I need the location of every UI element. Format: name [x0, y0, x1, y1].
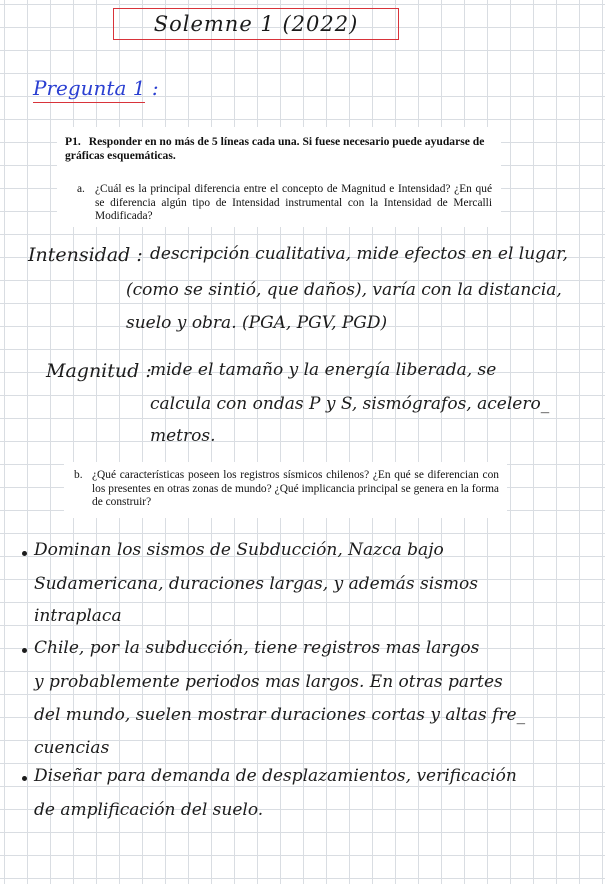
- intensidad-line-3: suelo y obra. (PGA, PGV, PGD): [126, 313, 388, 333]
- bullet-1-line-2: Sudamericana, duraciones largas, y además sismos: [34, 574, 479, 594]
- question-card-a: [57, 127, 501, 227]
- bullet-2-line-2: y probablemente periodos mas largos. En otras partes: [34, 672, 503, 692]
- question-card-b: [64, 462, 507, 518]
- bullet-2-line-3: del mundo, suelen mostrar duraciones cortas y altas fre_: [34, 705, 526, 725]
- page-title: Solemne 1 (2022): [113, 8, 399, 40]
- p1-text: Responder en no más de 5 líneas cada una. Si fuese necesario puede ayudarse de gráficas esquemáticas.: [65, 135, 485, 162]
- intensidad-label: Intensidad :: [28, 244, 143, 266]
- magnitud-line-1: mide el tamaño y la energía liberada, se: [150, 360, 497, 380]
- item-a-text: ¿Cuál es la principal diferencia entre el concepto de Magnitud e Intensidad? ¿En qué se diferencia algún tipo de Intensidad instrumental con la Intensidad de Mercalli Modificada?: [95, 183, 492, 222]
- magnitud-line-2: calcula con ondas P y S, sismógrafos, acelero_: [150, 394, 550, 414]
- question-item-b: [74, 469, 499, 510]
- bullet-2-dot: [22, 648, 27, 653]
- bullet-2-line-4: cuencias: [34, 738, 110, 758]
- question-colon: :: [151, 76, 159, 100]
- p1-number: P1.: [65, 135, 81, 148]
- bullet-1-line-1: Dominan los sismos de Subducción, Nazca bajo: [34, 540, 444, 560]
- p1-instruction: [65, 135, 495, 163]
- magnitud-line-3: metros.: [150, 426, 216, 446]
- item-b-letter: b.: [74, 469, 83, 481]
- intensidad-line-2: (como se sintió, que daños), varía con la distancia,: [126, 280, 562, 300]
- bullet-3-line-1: Diseñar para demanda de desplazamientos, verificación: [34, 766, 517, 786]
- bullet-1-dot: [22, 551, 27, 556]
- bullet-3-dot: [22, 776, 27, 781]
- question-label: Pregunta 1: [33, 76, 145, 103]
- item-b-text: ¿Qué características poseen los registros sísmicos chilenos? ¿En qué se diferencian con los presentes en otras zonas de mundo? ¿Qué implicancia principal se genera en la forma de construir?: [92, 469, 499, 508]
- question-item-a: [77, 183, 492, 224]
- intensidad-line-1: descripción cualitativa, mide efectos en el lugar,: [150, 244, 568, 264]
- bullet-1-line-3: intraplaca: [34, 606, 122, 626]
- item-a-letter: a.: [77, 183, 85, 195]
- magnitud-label: Magnitud :: [46, 360, 152, 382]
- bullet-2-line-1: Chile, por la subducción, tiene registros mas largos: [34, 638, 480, 658]
- question-heading: [33, 76, 159, 100]
- bullet-3-line-2: de amplificación del suelo.: [34, 800, 264, 820]
